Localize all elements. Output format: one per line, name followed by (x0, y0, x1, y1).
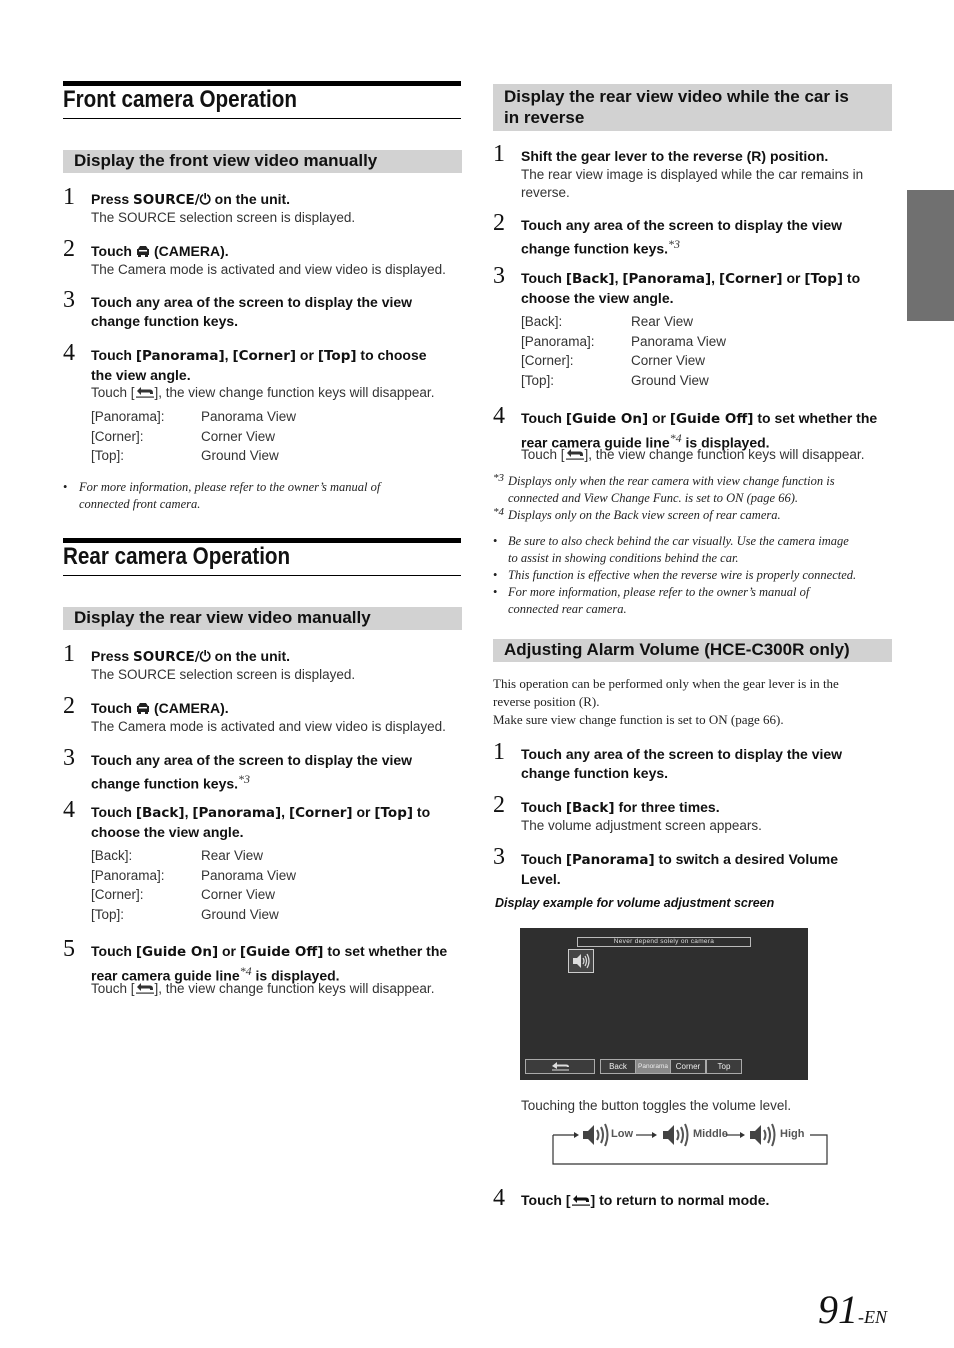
step-line: Level. (521, 871, 561, 887)
step-title (91, 751, 412, 794)
back-key: [Back] (565, 800, 615, 816)
power-icon: ⏻ (199, 648, 211, 664)
volume-cycle-diagram (552, 1120, 830, 1166)
step-number: 5 (63, 936, 75, 962)
step-desc: The SOURCE selection screen is displayed. (91, 210, 356, 225)
step-line: Touch any area of the screen to display the view (91, 752, 413, 768)
subheading-line: in reverse (504, 108, 585, 127)
table-key: [Top]: (521, 372, 555, 388)
footnote-ref: *4 (669, 431, 682, 445)
panorama-key: [Panorama] (565, 852, 655, 868)
step-text: change function keys. (91, 775, 239, 792)
step-title (91, 242, 229, 261)
step-line (91, 346, 427, 366)
step-text: or (218, 943, 240, 959)
step-line (91, 942, 447, 962)
step-text: Touch (91, 943, 136, 959)
table-row (91, 866, 391, 886)
corner-key: [Corner] (718, 271, 783, 287)
step-desc (521, 446, 864, 464)
reverse-subheading (493, 84, 892, 131)
page-number-suffix: -EN (858, 1307, 887, 1327)
step-text: ], the view change function keys will disappear. (584, 447, 865, 462)
desc-line: The rear view image is displayed while the car remains in (521, 167, 864, 182)
heading-rule (63, 118, 461, 119)
table-row (91, 407, 391, 427)
reverse-notes (493, 533, 903, 618)
step-text: (CAMERA). (153, 700, 229, 716)
camera-icon (136, 702, 150, 714)
step-number: 3 (63, 287, 75, 313)
footnote-ref: *3 (238, 772, 251, 786)
step-text: to set whether the (323, 943, 448, 959)
step-text: Touch (91, 700, 132, 716)
guide-on-key: [Guide On] (565, 411, 649, 427)
table-value: Panorama View (201, 409, 297, 424)
back-key: [Back] (135, 805, 185, 821)
footnotes (493, 473, 903, 524)
side-tab (907, 190, 954, 321)
table-value: Rear View (201, 848, 264, 863)
alarm-subheading: Adjusting Alarm Volume (HCE-C300R only) (493, 639, 892, 662)
return-icon (135, 386, 155, 398)
step-title (521, 269, 860, 308)
step-text: ] to return to normal mode. (590, 1192, 770, 1208)
intro-line: This operation can be performed only when the gear lever is in the (493, 676, 839, 691)
view-key-back[interactable]: Back (600, 1059, 636, 1074)
step-text: on the unit. (210, 648, 291, 664)
step-text: to (413, 804, 431, 820)
return-icon (565, 448, 585, 460)
footnote-mark: *3 (493, 472, 504, 484)
view-key-top[interactable]: Top (706, 1059, 742, 1074)
table-value: Rear View (631, 314, 694, 329)
top-key: [Top] (317, 348, 357, 364)
footnote-ref: *3 (668, 237, 681, 251)
volume-screen (520, 928, 808, 1080)
front-view-table (91, 407, 391, 467)
top-key: [Top] (374, 805, 414, 821)
step-line: change function keys. (521, 765, 669, 781)
step-text: Press (91, 648, 134, 664)
bullet-line: connected rear camera. (508, 602, 627, 616)
table-value: Ground View (201, 448, 279, 463)
table-key: [Top]: (91, 906, 125, 922)
bullet-line: to assist in showing conditions behind the car. (508, 551, 739, 565)
step-line: choose the view angle. (91, 824, 244, 840)
step-number: 2 (493, 210, 505, 236)
table-key: [Panorama]: (91, 867, 165, 883)
footnote (493, 507, 903, 524)
step-title (91, 699, 229, 718)
step-desc (91, 980, 434, 998)
step-text: to choose (356, 347, 427, 363)
step-text: Touch (91, 243, 132, 259)
level-high: High (780, 1128, 805, 1140)
bullet: • (63, 480, 68, 494)
step-number: 1 (63, 184, 75, 210)
step-text: is displayed. (251, 967, 340, 984)
step-title (91, 647, 290, 667)
step-text: Touch (91, 804, 136, 820)
step-title (521, 1191, 769, 1210)
intro-line: reverse position (R). (493, 694, 600, 709)
source-key: SOURCE/ (133, 649, 200, 665)
step-title (91, 293, 412, 331)
step-number: 1 (493, 141, 505, 167)
bullet-item (493, 584, 903, 618)
table-value: Panorama View (201, 867, 297, 883)
speaker-low-icon (581, 1121, 611, 1149)
speaker-middle-icon (661, 1121, 691, 1149)
return-button[interactable] (525, 1059, 595, 1074)
table-row (521, 351, 821, 371)
alarm-intro (493, 675, 839, 729)
step-number: 2 (63, 693, 75, 719)
step-title (521, 216, 842, 259)
step-text: or (782, 270, 805, 286)
step-text: Touch [ (521, 447, 565, 462)
table-value: Ground View (631, 372, 709, 388)
bullet: • (493, 534, 498, 548)
table-value: Ground View (201, 906, 279, 922)
step-line: choose the view angle. (521, 290, 674, 306)
step-line: Touch any area of the screen to display the view (521, 217, 843, 233)
step-number: 3 (63, 745, 75, 771)
rear-subheading: Display the rear view video manually (63, 607, 462, 630)
step-number: 4 (63, 340, 75, 366)
step-title (91, 346, 427, 385)
guide-off-key: [Guide Off] (669, 411, 754, 427)
table-row (91, 905, 391, 925)
step-text: Touch [ (521, 1192, 571, 1208)
front-camera-heading: Front camera Operation (63, 86, 297, 113)
step-text: to switch a desired Volume (654, 851, 838, 867)
step-line: change function keys. (91, 313, 239, 329)
step-line (91, 803, 430, 823)
return-icon (526, 1060, 594, 1073)
view-key-corner[interactable]: Corner (670, 1059, 706, 1074)
warning-banner: Never depend solely on camera (577, 937, 751, 947)
step-text: on the unit. (210, 191, 291, 207)
power-icon: ⏻ (199, 191, 211, 207)
table-row (521, 332, 821, 352)
step-line: Touch any area of the screen to display the view (521, 746, 843, 762)
footnote-mark: *4 (493, 506, 504, 518)
step-number: 3 (493, 263, 505, 289)
subheading-line: Display the rear view video while the car is (504, 87, 849, 106)
step-desc: The Camera mode is activated and view video is displayed. (91, 262, 446, 277)
step-text: , (224, 347, 233, 363)
step-text: or (352, 804, 375, 820)
bullet-line: For more information, please refer to the owner’s manual of (508, 585, 810, 599)
page-number-value: 91 (818, 1287, 858, 1332)
step-desc (521, 166, 863, 202)
front-subheading: Display the front view video manually (63, 150, 462, 173)
step-line: the view angle. (91, 367, 191, 383)
reverse-view-table (521, 312, 821, 392)
step-line (521, 409, 877, 429)
rear-camera-heading: Rear camera Operation (63, 543, 291, 570)
note-line: For more information, please refer to the owner’s manual of (79, 480, 381, 494)
footnote-line: connected and View Change Func. is set to ON (page 66). (508, 491, 798, 505)
table-row (91, 885, 391, 905)
bullet-line: This function is effective when the reverse wire is properly connected. (508, 568, 857, 582)
level-middle: Middle (693, 1128, 728, 1140)
step-text: to set whether the (753, 410, 878, 426)
step-text: , (614, 270, 623, 286)
table-row (521, 371, 821, 391)
step-number: 1 (493, 739, 505, 765)
speaker-high-icon (748, 1121, 778, 1149)
table-key: [Corner]: (91, 887, 144, 902)
step-title: Shift the gear lever to the reverse (R) position. (521, 148, 829, 164)
step-number: 3 (493, 844, 505, 870)
step-text: Touch (521, 851, 566, 867)
footnote-ref: *4 (239, 964, 252, 978)
step-text: Touch [ (91, 981, 135, 996)
table-value: Panorama View (631, 333, 727, 349)
table-row (91, 446, 391, 466)
step-title (521, 745, 842, 783)
step-line (521, 850, 838, 870)
step-title (91, 190, 290, 210)
guide-off-key: [Guide Off] (239, 944, 324, 960)
table-key: [Back]: (521, 314, 563, 329)
step-line (521, 235, 842, 259)
step-number: 2 (63, 236, 75, 262)
step-desc (91, 384, 434, 402)
panorama-key: [Panorama] (135, 348, 225, 364)
step-text: is displayed. (681, 434, 770, 451)
step-text: or (296, 347, 318, 363)
step-text: rear camera guide line (91, 967, 240, 984)
bullet-item (493, 567, 903, 584)
table-key: [Back]: (91, 848, 133, 863)
step-desc: The SOURCE selection screen is displayed. (91, 667, 356, 682)
step-text: to (843, 270, 861, 286)
step-text: Touch (91, 347, 136, 363)
toggle-caption: Touching the button toggles the volume level. (521, 1098, 792, 1113)
note-line: connected front camera. (79, 497, 201, 511)
footnote (493, 473, 903, 507)
volume-button[interactable] (568, 949, 594, 973)
step-line: Touch any area of the screen to display the view (91, 294, 413, 310)
step-number: 1 (63, 641, 75, 667)
step-desc: The Camera mode is activated and view video is displayed. (91, 719, 446, 734)
step-text: , (184, 804, 193, 820)
step-text: Touch (521, 410, 566, 426)
step-text: (CAMERA). (153, 243, 229, 259)
level-low: Low (611, 1128, 633, 1140)
table-key: [Panorama]: (521, 333, 595, 349)
back-key: [Back] (565, 271, 615, 287)
intro-line: Make sure view change function is set to ON (page 66). (493, 712, 784, 727)
bullet-line: Be sure to also check behind the car visually. Use the camera image (508, 534, 849, 548)
table-row (91, 427, 391, 447)
return-icon (135, 982, 155, 994)
heading-rule (63, 575, 461, 576)
corner-key: [Corner] (288, 805, 353, 821)
step-title (91, 803, 430, 842)
footnote-line: Displays only on the Back view screen of rear camera. (508, 508, 781, 522)
step-text: Touch (521, 270, 566, 286)
step-text: , (711, 270, 719, 286)
step-title (521, 850, 838, 889)
panorama-key: [Panorama] (622, 271, 712, 287)
step-number: 4 (493, 1185, 505, 1211)
view-key-panorama[interactable]: Panorama (635, 1059, 671, 1074)
table-row (521, 312, 821, 332)
guide-on-key: [Guide On] (135, 944, 219, 960)
return-icon (571, 1194, 591, 1206)
step-text: for three times. (614, 799, 720, 815)
footnote-line: Displays only when the rear camera with view change function is (508, 474, 835, 488)
bullet: • (493, 568, 498, 582)
step-desc: The volume adjustment screen appears. (521, 818, 762, 833)
camera-icon (136, 245, 150, 257)
table-value: Corner View (201, 887, 276, 902)
table-value: Corner View (201, 428, 276, 444)
desc-line: reverse. (521, 185, 570, 200)
top-key: [Top] (804, 271, 844, 287)
table-key: [Panorama]: (91, 409, 165, 424)
step-text: , (281, 804, 289, 820)
table-key: [Corner]: (91, 428, 144, 444)
rear-view-table (91, 846, 391, 926)
step-number: 4 (63, 797, 75, 823)
step-title (521, 798, 720, 818)
step-text: ], the view change function keys will disappear. (154, 981, 435, 996)
step-text: Touch [ (91, 385, 135, 400)
front-note (63, 479, 380, 513)
speaker-icon (569, 950, 593, 972)
step-text: change function keys. (521, 240, 669, 257)
step-number: 2 (493, 792, 505, 818)
table-value: Corner View (631, 353, 706, 368)
table-key: [Top]: (91, 448, 125, 463)
corner-key: [Corner] (232, 348, 297, 364)
page-number (818, 1286, 887, 1333)
source-key: SOURCE/ (133, 192, 200, 208)
step-line (91, 770, 412, 794)
example-caption: Display example for volume adjustment screen (495, 896, 775, 910)
step-text: or (648, 410, 670, 426)
step-text: ], the view change function keys will disappear. (154, 385, 435, 400)
step-line (521, 269, 860, 289)
step-number: 4 (493, 403, 505, 429)
panorama-key: [Panorama] (192, 805, 282, 821)
step-text: rear camera guide line (521, 434, 670, 451)
step-text: Touch (521, 799, 566, 815)
bullet: • (493, 585, 498, 599)
bullet-item (493, 533, 903, 567)
step-text: Press (91, 191, 134, 207)
table-row (91, 846, 391, 866)
table-key: [Corner]: (521, 353, 574, 368)
